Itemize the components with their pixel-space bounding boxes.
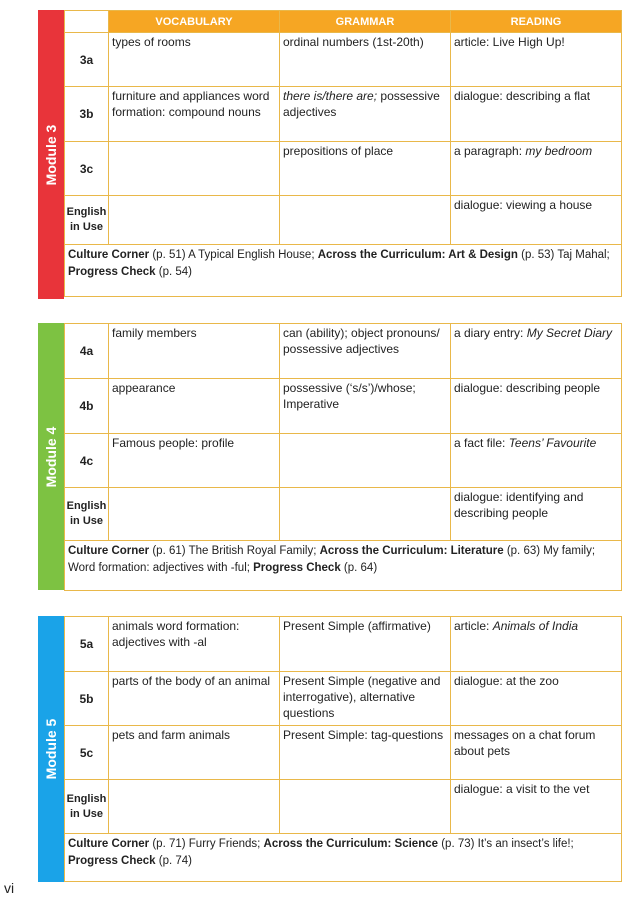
vocabulary-cell: pets and farm animals: [109, 726, 280, 780]
header-vocabulary: VOCABULARY: [109, 11, 280, 33]
reading-text: a paragraph:: [454, 144, 526, 158]
grammar-cell: [280, 434, 451, 488]
reading-cell: [451, 324, 622, 379]
grammar-cell: prepositions of place: [280, 142, 451, 196]
lesson-code: English in Use: [65, 196, 109, 245]
reading-italic: my bedroom: [525, 144, 593, 158]
module-5-table: [64, 616, 622, 882]
module-3-band: [38, 10, 64, 299]
lesson-code: 5c: [65, 726, 109, 780]
module-footer: [65, 245, 622, 297]
footer-bold: Progress Check: [253, 562, 341, 574]
module-5-label: Module 5: [43, 718, 59, 780]
footer-bold: Culture Corner: [68, 838, 150, 850]
page-number: vi: [4, 880, 15, 896]
header-grammar: GRAMMAR: [280, 11, 451, 33]
lesson-code: 3b: [65, 87, 109, 142]
reading-italic: My Secret Diary: [526, 326, 613, 340]
module-5-section: [38, 616, 622, 882]
grammar-cell: can (ability); object pronouns/ possessive adjectives: [280, 324, 451, 379]
table-row: [65, 196, 622, 245]
reading-cell: dialogue: a visit to the vet: [451, 780, 622, 834]
reading-text: article:: [454, 619, 493, 633]
reading-cell: dialogue: identifying and describing people: [451, 488, 622, 541]
module-5-band: [38, 616, 64, 882]
footer-text: (p. 53) Taj Mahal;: [517, 249, 610, 261]
grammar-cell: ordinal numbers (1st-20th): [280, 33, 451, 87]
grammar-cell: Present Simple (negative and interrogative), alternative questions: [280, 672, 451, 726]
reading-italic: Teens’ Favourite: [508, 436, 597, 450]
vocabulary-cell: [109, 780, 280, 834]
module-footer: [65, 541, 622, 591]
vocabulary-cell: appearance: [109, 379, 280, 434]
footer-text: (p. 63) My family; Word formation: adjectives with -ful;: [68, 545, 596, 574]
table-row: [65, 617, 622, 672]
footer-bold: Across the Curriculum: Science: [263, 838, 439, 850]
table-row: [65, 379, 622, 434]
footer-bold: Culture Corner: [68, 249, 150, 261]
lesson-code: 4c: [65, 434, 109, 488]
module-3-section: [38, 10, 622, 299]
vocabulary-cell: Famous people: profile: [109, 434, 280, 488]
module-3-table: [64, 10, 622, 297]
footer-bold: Across the Curriculum: Literature: [319, 545, 504, 557]
grammar-italic: there is/there are;: [283, 89, 378, 103]
vocabulary-cell: types of rooms: [109, 33, 280, 87]
lesson-code: 4b: [65, 379, 109, 434]
grammar-cell: Present Simple (affirmative): [280, 617, 451, 672]
vocabulary-cell: animals word formation: adjectives with -al: [109, 617, 280, 672]
lesson-code: 3c: [65, 142, 109, 196]
grammar-cell: possessive (‘s/s’)/whose; Imperative: [280, 379, 451, 434]
footer-text: (p. 74): [155, 855, 193, 867]
reading-cell: dialogue: at the zoo: [451, 672, 622, 726]
footer-bold: Progress Check: [68, 855, 156, 867]
table-row: [65, 87, 622, 142]
footer-row: [65, 541, 622, 591]
footer-text: (p. 73) It’s an insect’s life!;: [438, 838, 574, 850]
reading-cell: dialogue: describing a flat: [451, 87, 622, 142]
table-row: [65, 726, 622, 780]
grammar-text: possessive adjectives: [283, 89, 440, 119]
lesson-code: 5a: [65, 617, 109, 672]
reading-cell: dialogue: describing people: [451, 379, 622, 434]
lesson-code: English in Use: [65, 780, 109, 834]
reading-cell: [451, 142, 622, 196]
footer-text: (p. 64): [340, 562, 378, 574]
grammar-cell: [280, 87, 451, 142]
vocabulary-cell: family members: [109, 324, 280, 379]
vocabulary-cell: [109, 488, 280, 541]
table-row: [65, 142, 622, 196]
module-4-table: [64, 323, 622, 591]
vocabulary-cell: [109, 196, 280, 245]
footer-bold: Culture Corner: [68, 545, 150, 557]
reading-cell: article: Live High Up!: [451, 33, 622, 87]
header-reading: READING: [451, 11, 622, 33]
grammar-cell: [280, 488, 451, 541]
grammar-cell: [280, 196, 451, 245]
reading-cell: [451, 434, 622, 488]
grammar-cell: Present Simple: tag-questions: [280, 726, 451, 780]
lesson-code: 3a: [65, 33, 109, 87]
module-3-label: Module 3: [43, 124, 59, 185]
vocabulary-cell: [109, 142, 280, 196]
lesson-code: 4a: [65, 324, 109, 379]
reading-cell: messages on a chat forum about pets: [451, 726, 622, 780]
table-row: [65, 488, 622, 541]
vocabulary-cell: furniture and appliances word formation: compound nouns: [109, 87, 280, 142]
grammar-cell: [280, 780, 451, 834]
footer-row: [65, 834, 622, 882]
reading-text: a diary entry:: [454, 326, 527, 340]
footer-text: (p. 71) Furry Friends;: [149, 838, 264, 850]
vocabulary-cell: parts of the body of an animal: [109, 672, 280, 726]
module-4-band: [38, 323, 64, 590]
lesson-code: 5b: [65, 672, 109, 726]
reading-italic: Animals of India: [492, 619, 579, 633]
footer-text: (p. 54): [155, 266, 193, 278]
module-4-label: Module 4: [43, 426, 59, 487]
table-row: [65, 324, 622, 379]
footer-text: (p. 51) A Typical English House;: [149, 249, 318, 261]
module-footer: [65, 834, 622, 882]
table-row: [65, 33, 622, 87]
footer-bold: Progress Check: [68, 266, 156, 278]
table-row: [65, 672, 622, 726]
table-row: [65, 434, 622, 488]
reading-text: a fact file:: [454, 436, 509, 450]
module-4-section: [38, 323, 622, 590]
header-corner: [65, 11, 109, 33]
lesson-code: English in Use: [65, 488, 109, 541]
footer-text: (p. 61) The British Royal Family;: [149, 545, 320, 557]
footer-bold: Across the Curriculum: Art & Design: [317, 249, 518, 261]
footer-row: [65, 245, 622, 297]
table-row: [65, 780, 622, 834]
reading-cell: dialogue: viewing a house: [451, 196, 622, 245]
reading-cell: [451, 617, 622, 672]
